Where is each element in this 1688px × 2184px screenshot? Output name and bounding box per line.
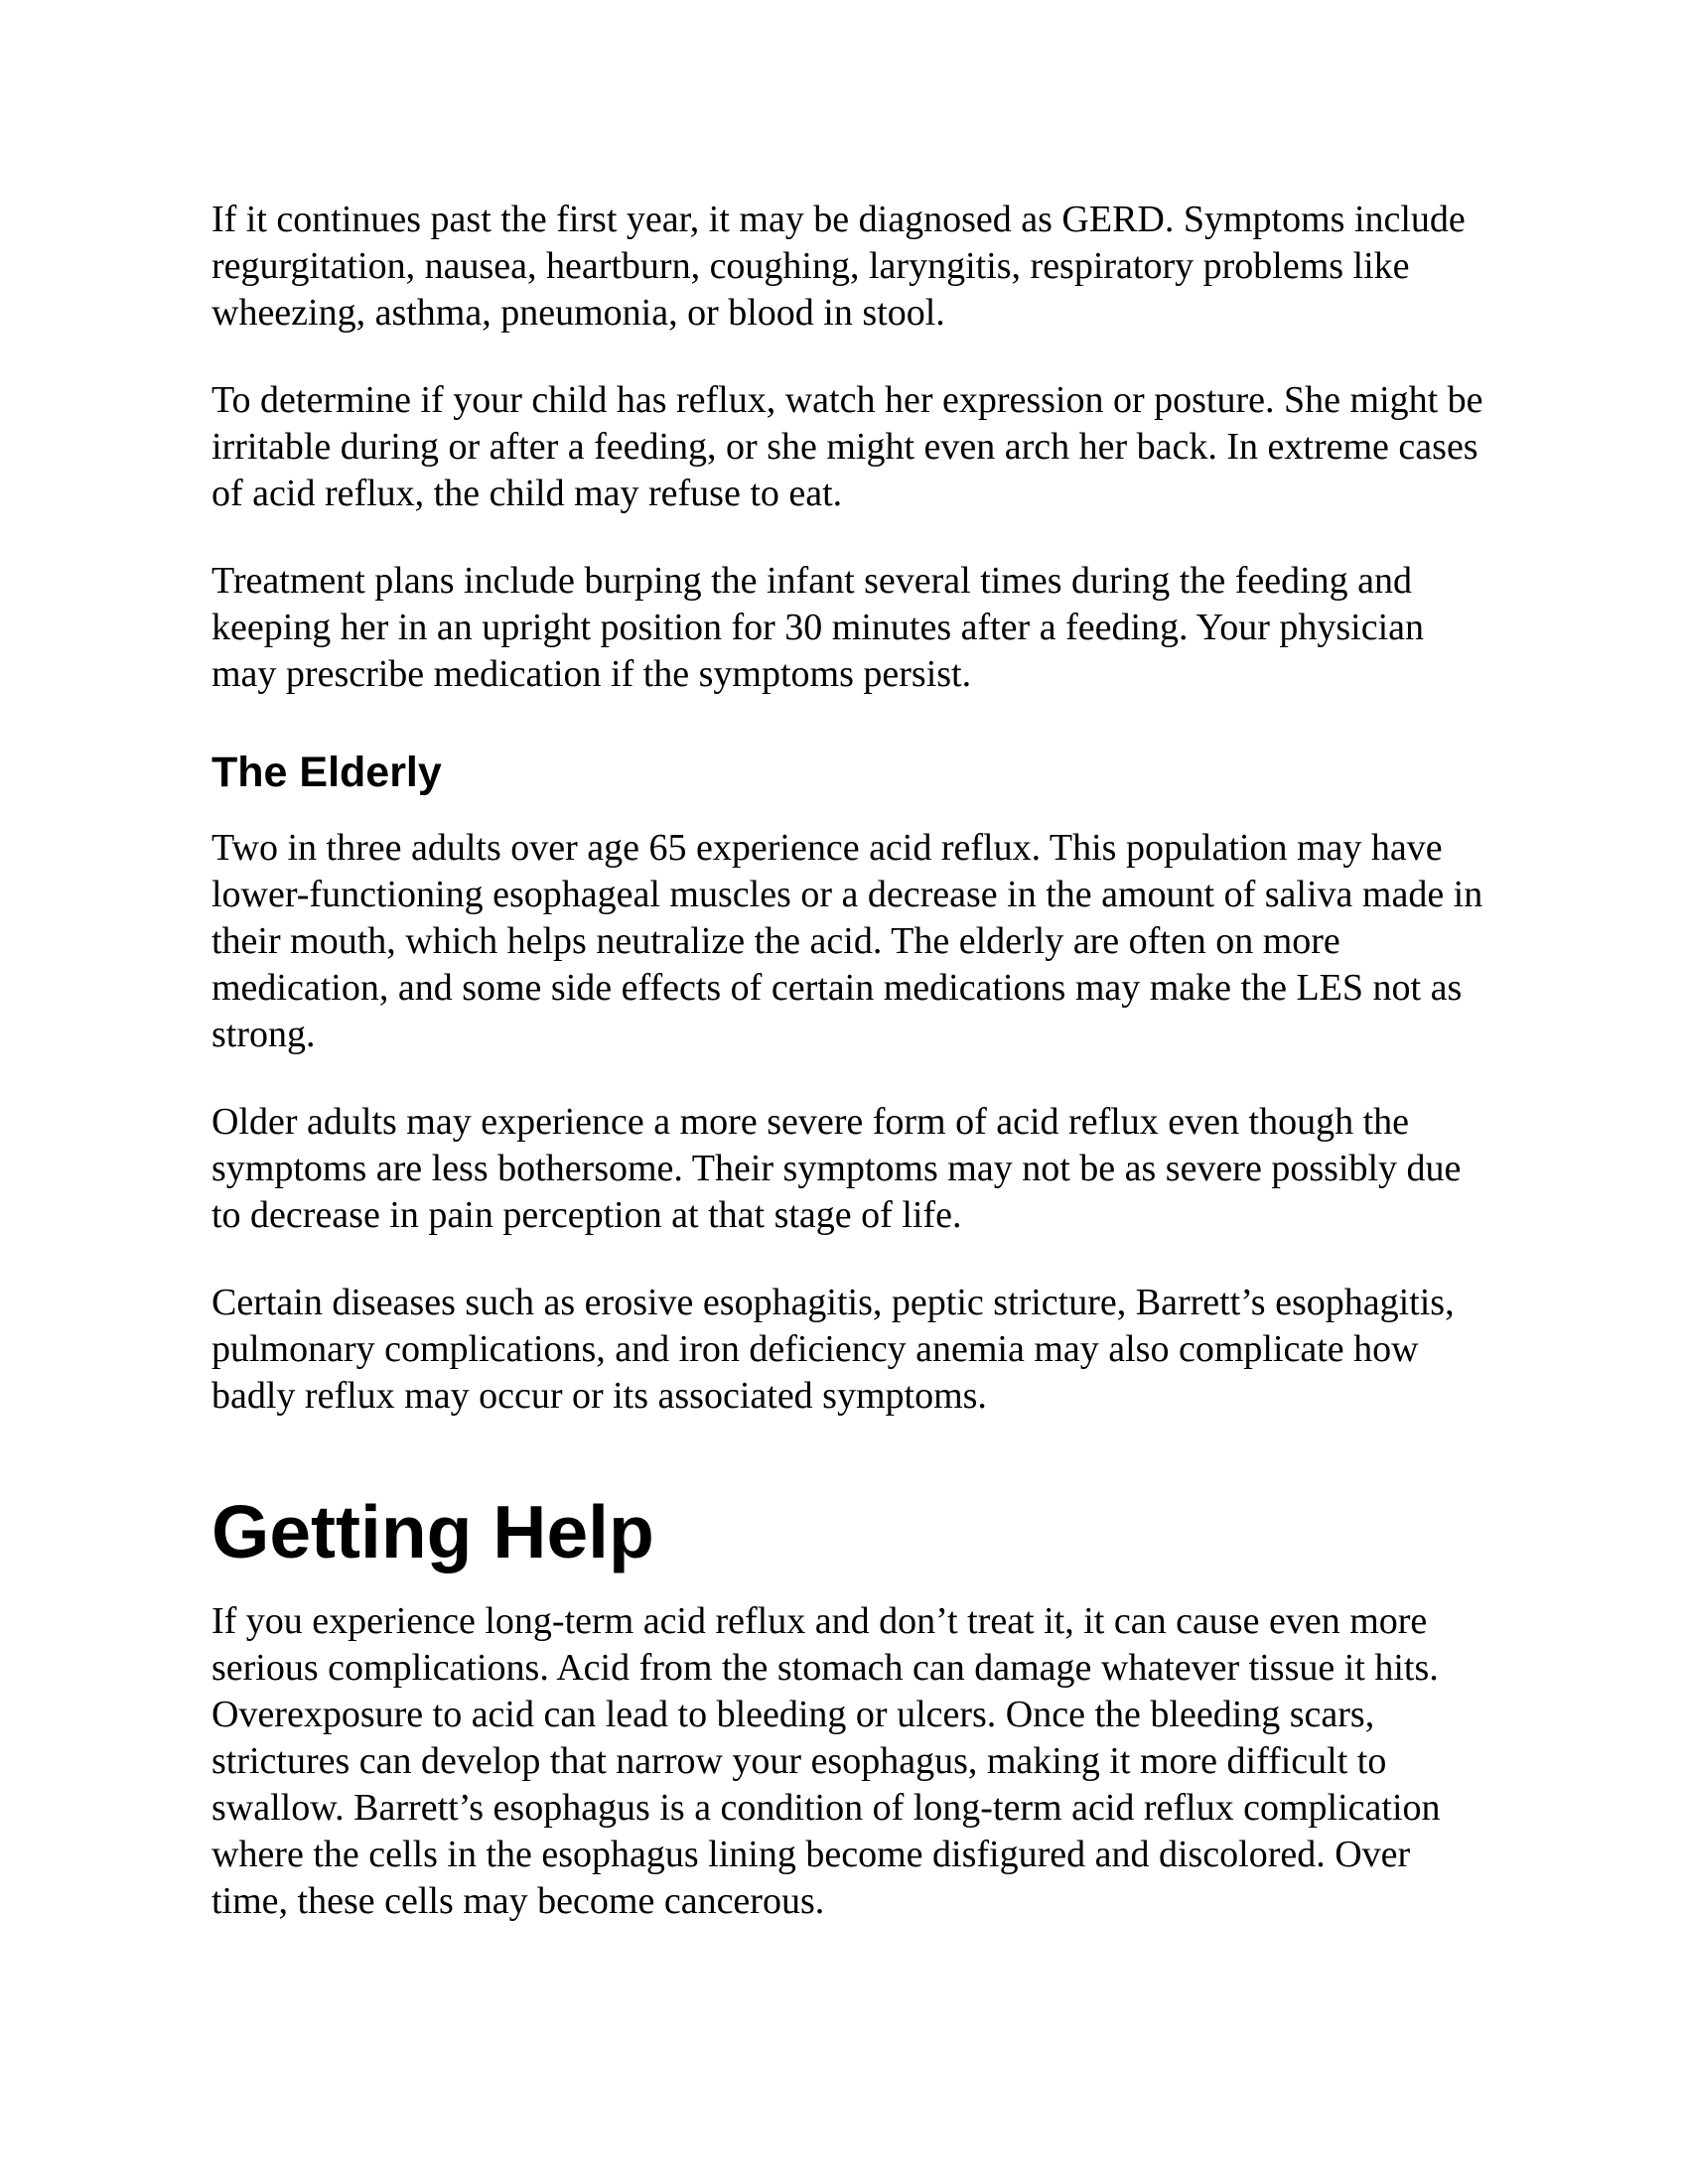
paragraph-elderly-severity: Older adults may experience a more severe form of acid reflux even though the symptoms are less bothersome. Their symptoms may not be as severe possibly due to decrease in pain perception at that stage of life. — [211, 1101, 1462, 1236]
paragraph-elderly-prevalence: Two in three adults over age 65 experience acid reflux. This population may have lower-functioning esophageal muscles or a decrease in the amount of saliva made in their mouth, which helps neutralize the acid. The elderly are often on more medication, and some side effects of certain medications may make the LES not as strong. — [211, 827, 1483, 1055]
document-body — [211, 197, 1492, 1966]
paragraph-complications: If you experience long-term acid reflux and don’t treat it, it can cause even more serious complications. Acid from the stomach can damage whatever tissue it hits. Overexposure to acid can lead to bleeding or ulcers. Once the bleeding scars, strictures can develop that narrow your esophagus, making it more difficult to swallow. Barrett’s esophagus is a condition of long-term acid reflux complication where the cells in the esophagus lining become disfigured and discolored. Over time, these cells may become cancerous. — [211, 1600, 1441, 1922]
heading-getting-help: Getting Help — [211, 1490, 654, 1573]
heading-the-elderly: The Elderly — [211, 749, 442, 796]
paragraph-treatment-plans: Treatment plans include burping the infant several times during the feeding and keeping her in an upright position for 30 minutes after a feeding. Your physician may prescribe medication if the symptoms persist. — [211, 560, 1425, 695]
paragraph-elderly-diseases: Certain diseases such as erosive esophagitis, peptic stricture, Barrett’s esophagitis, pulmonary complications, and iron deficiency anemia may also complicate how badly reflux may occur or its associated symptoms. — [211, 1282, 1455, 1417]
paragraph-child-reflux: To determine if your child has reflux, watch her expression or posture. She might be irritable during or after a feeding, or she might even arch her back. In extreme cases of acid reflux, the child may refuse to eat. — [211, 379, 1483, 514]
paragraph-gerd-symptoms: If it continues past the first year, it may be diagnosed as GERD. Symptoms include regurgitation, nausea, heartburn, coughing, laryngitis, respiratory problems like wheezing, asthma, pneumonia, or blood in stool. — [211, 199, 1466, 334]
